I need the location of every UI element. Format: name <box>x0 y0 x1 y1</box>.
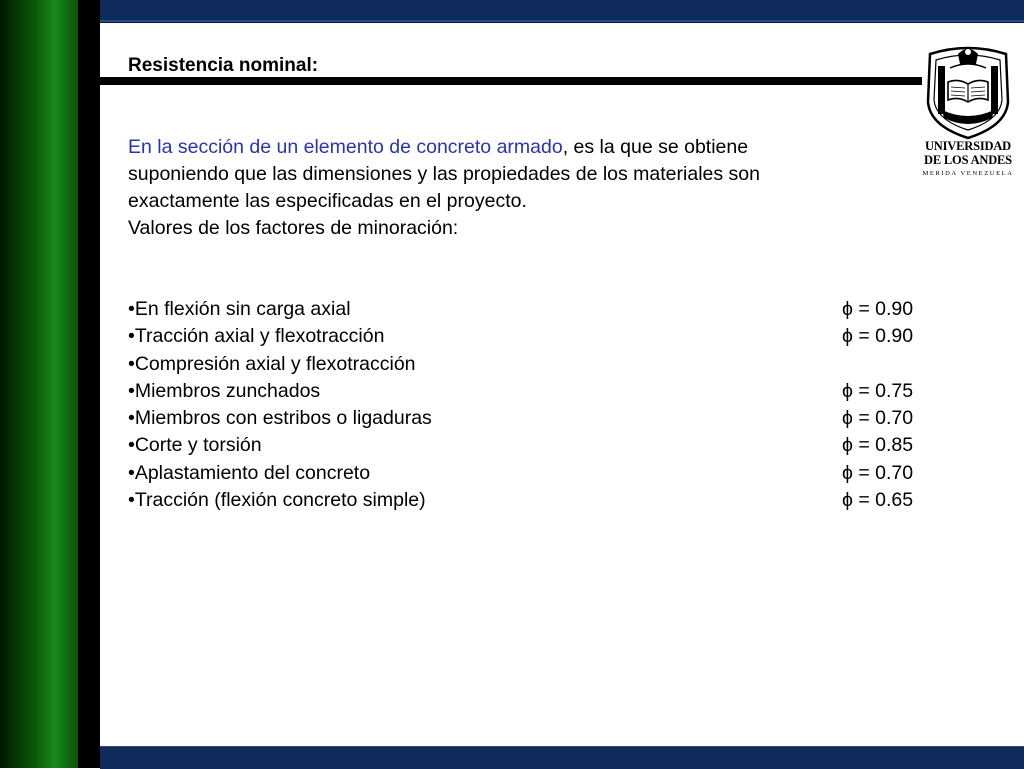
factor-label: •Tracción axial y flexotracción <box>128 325 385 348</box>
factor-value: ϕ = 0.70 <box>842 461 914 484</box>
list-item <box>128 487 928 514</box>
university-name <box>920 140 1016 167</box>
top-bar-highlight <box>100 20 1024 22</box>
factor-label: •Compresión axial y flexotracción <box>128 352 416 375</box>
left-dark-stripe <box>78 0 100 768</box>
university-location: MERIDA VENEZUELA <box>922 170 1014 177</box>
paragraph-lead: En la sección de un elemento de concreto armado <box>128 136 563 158</box>
factor-value: ϕ = 0.65 <box>842 489 914 512</box>
list-item <box>128 296 928 323</box>
paragraph-line-1-rest: , es la que se obtiene <box>562 136 749 158</box>
factor-label: •Corte y torsión <box>128 434 262 457</box>
paragraph-line-2: suponiendo que las dimensiones y las propiedades de los materiales son <box>128 163 760 185</box>
list-item <box>128 432 928 459</box>
factor-value: ϕ = 0.85 <box>842 434 914 457</box>
list-item <box>128 323 928 350</box>
factor-value: ϕ = 0.90 <box>842 325 914 348</box>
factor-label: •Tracción (flexión concreto simple) <box>128 489 426 512</box>
factor-label: •Aplastamiento del concreto <box>128 461 371 484</box>
factor-label: •Miembros zunchados <box>128 379 321 402</box>
factor-label: •Miembros con estribos o ligaduras <box>128 407 432 430</box>
factor-value: ϕ = 0.90 <box>842 298 914 320</box>
factor-label: •En flexión sin carga axial <box>128 298 351 320</box>
paragraph-line-1 <box>128 134 888 161</box>
factor-list <box>128 296 928 514</box>
bottom-navy-bar <box>100 746 1024 769</box>
university-name-line-1: UNIVERSIDAD <box>924 139 1011 153</box>
definition-paragraph <box>128 134 888 242</box>
paragraph-line-4: Valores de los factores de minoración: <box>128 217 459 239</box>
title-underline <box>100 77 922 85</box>
list-item <box>128 405 928 432</box>
factor-value: ϕ = 0.75 <box>842 379 914 402</box>
university-name-line-2: DE LOS ANDES <box>924 152 1012 167</box>
slide-title: Resistencia nominal: <box>128 55 319 76</box>
left-green-bar <box>0 0 78 768</box>
paragraph-line-3: exactamente las especificadas en el proyecto. <box>128 190 527 212</box>
list-item <box>128 460 928 487</box>
list-item <box>128 351 928 378</box>
list-item <box>128 378 928 405</box>
factor-value: ϕ = 0.70 <box>842 407 914 430</box>
